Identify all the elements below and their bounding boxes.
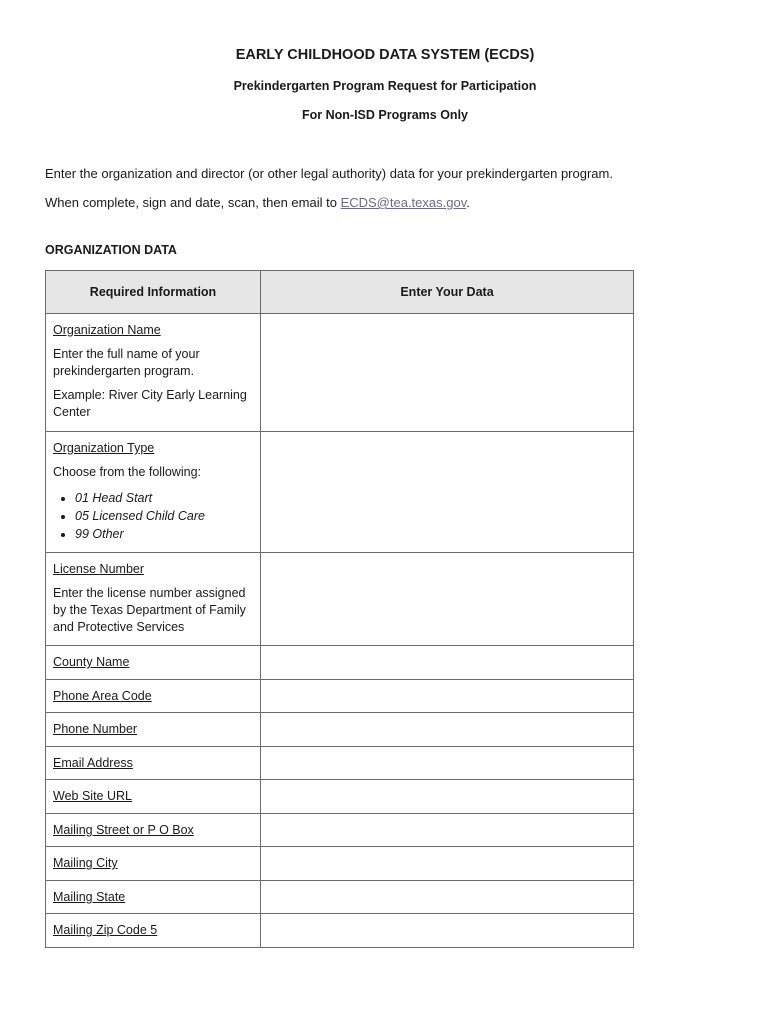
table-row-county-name <box>46 646 634 680</box>
label-cell <box>46 847 261 881</box>
table-row-email-address <box>46 747 634 780</box>
table-header-row <box>46 271 634 314</box>
field-description: Choose from the following: <box>53 465 201 479</box>
field-label: Web Site URL <box>53 789 132 803</box>
label-cell <box>46 314 261 432</box>
field-description: Enter the full name of your prekindergarten program. <box>53 347 200 378</box>
label-cell <box>46 680 261 713</box>
field-label: Email Address <box>53 756 133 770</box>
intro-line-2-prefix: When complete, sign and date, scan, then email to <box>45 195 341 210</box>
label-cell <box>46 780 261 814</box>
field-label: Phone Area Code <box>53 689 152 703</box>
field-label: License Number <box>53 562 145 576</box>
label-cell <box>46 814 261 847</box>
intro-line-2-suffix: . <box>466 195 470 210</box>
organization-name-input[interactable] <box>261 314 634 432</box>
document-title: EARLY CHILDHOOD DATA SYSTEM (ECDS) <box>235 47 535 63</box>
table-row-organization-name <box>46 314 634 432</box>
label-cell <box>46 747 261 780</box>
field-label: Mailing State <box>53 890 126 904</box>
mailing-zip-code-input[interactable] <box>261 914 634 948</box>
county-name-input[interactable] <box>261 646 634 680</box>
field-label: Phone Number <box>53 722 138 736</box>
field-label: Organization Name <box>53 323 161 337</box>
column-header-required-information: Required Information <box>46 271 261 314</box>
intro-line-2 <box>45 195 470 210</box>
table-row-mailing-state <box>46 881 634 914</box>
field-label: County Name <box>53 655 130 669</box>
field-label: Organization Type <box>53 441 155 455</box>
label-cell <box>46 432 261 553</box>
document-scope: For Non-ISD Programs Only <box>302 108 468 122</box>
web-site-url-input[interactable] <box>261 780 634 814</box>
label-cell <box>46 881 261 914</box>
label-cell <box>46 646 261 680</box>
field-example: Example: River City Early Learning Center <box>53 388 247 419</box>
table-row-mailing-city <box>46 847 634 881</box>
field-label: Mailing Zip Code 5 <box>53 923 158 937</box>
table-row-phone-number <box>46 713 634 747</box>
option-list <box>53 489 253 543</box>
list-item: • 05 Licensed Child Care <box>75 507 253 525</box>
list-item: • 01 Head Start <box>75 489 253 507</box>
section-title: ORGANIZATION DATA <box>45 243 177 257</box>
mailing-street-input[interactable] <box>261 814 634 847</box>
email-link[interactable]: ECDS@tea.texas.gov <box>340 195 467 210</box>
table-row-mailing-zip-code <box>46 914 634 948</box>
organization-data-table <box>45 270 634 948</box>
label-cell <box>46 713 261 747</box>
list-item: • 99 Other <box>75 525 253 543</box>
label-cell <box>46 553 261 646</box>
organization-type-input[interactable] <box>261 432 634 553</box>
license-number-input[interactable] <box>261 553 634 646</box>
label-cell <box>46 914 261 948</box>
field-label: Mailing Street or P O Box <box>53 823 194 837</box>
mailing-city-input[interactable] <box>261 847 634 881</box>
table-row-web-site-url <box>46 780 634 814</box>
table-row-license-number <box>46 553 634 646</box>
phone-number-input[interactable] <box>261 713 634 747</box>
table-row-organization-type <box>46 432 634 553</box>
phone-area-code-input[interactable] <box>261 680 634 713</box>
field-description: Enter the license number assigned by the Texas Department of Family and Protective Services <box>53 586 246 634</box>
table-row-mailing-street <box>46 814 634 847</box>
column-header-enter-your-data: Enter Your Data <box>261 271 634 314</box>
mailing-state-input[interactable] <box>261 881 634 914</box>
document-subtitle: Prekindergarten Program Request for Participation <box>233 79 537 93</box>
intro-line-1: Enter the organization and director (or other legal authority) data for your prekindergarten program. <box>45 166 613 181</box>
table-row-phone-area-code <box>46 680 634 713</box>
field-label: Mailing City <box>53 856 118 870</box>
email-address-input[interactable] <box>261 747 634 780</box>
